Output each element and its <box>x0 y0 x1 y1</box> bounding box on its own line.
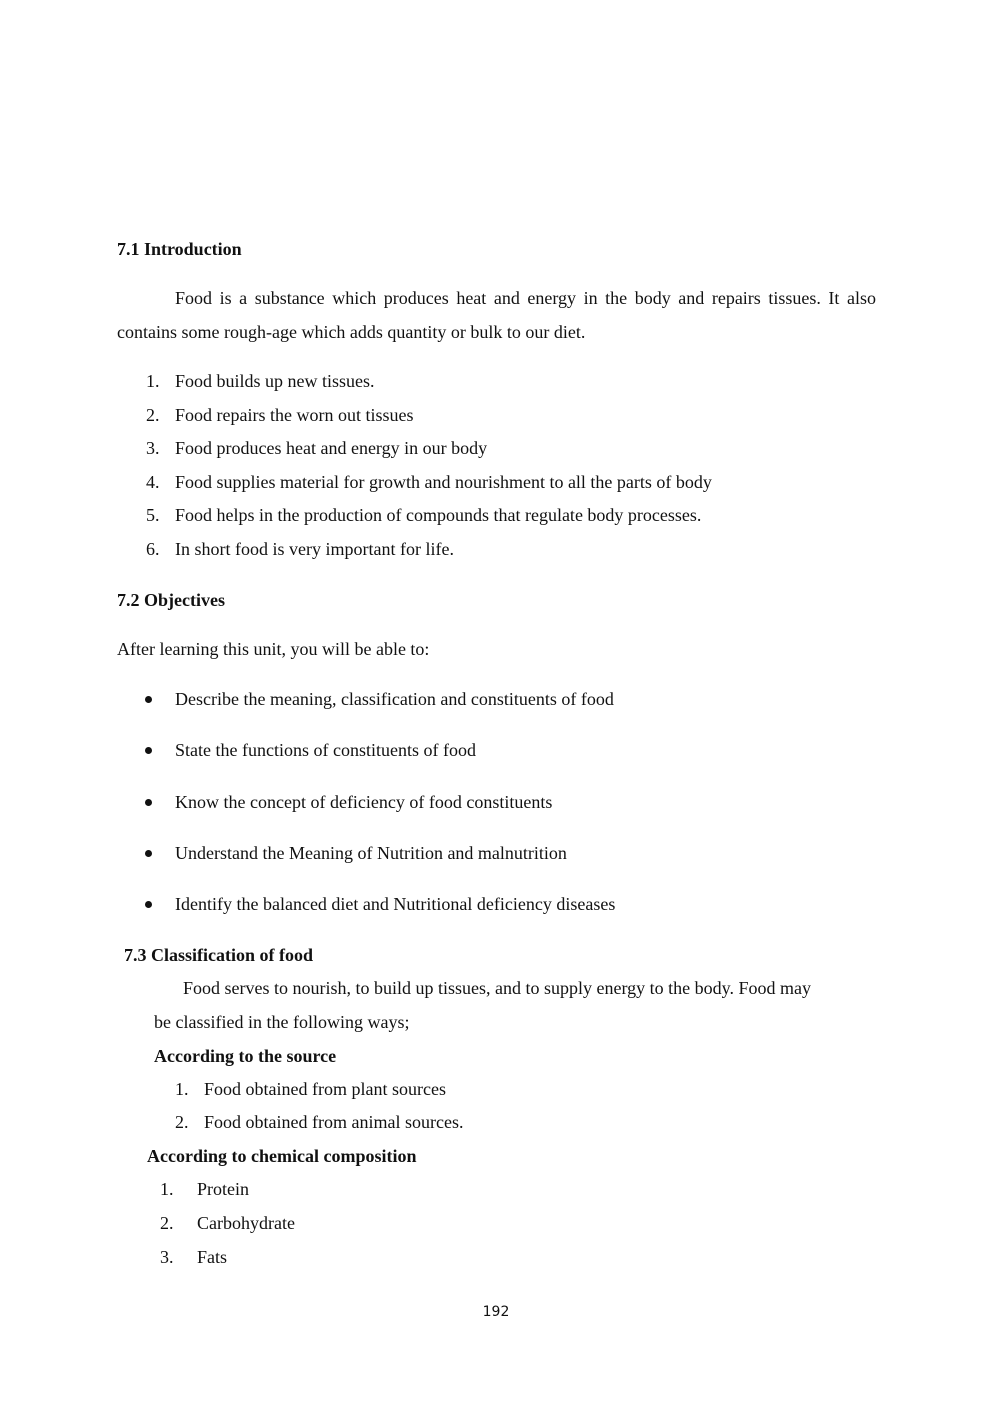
list-item-text: Food obtained from animal sources. <box>204 1112 464 1132</box>
list-item-text: Protein <box>197 1179 249 1199</box>
list-item-number: 2. <box>175 1112 189 1132</box>
list-item-text: Carbohydrate <box>197 1213 295 1233</box>
list-item-number: 1. <box>175 1079 189 1099</box>
objective-item: Know the concept of deficiency of food constituents <box>175 791 553 812</box>
bullet-icon <box>145 850 152 857</box>
list-item-text: Food repairs the worn out tissues <box>175 404 414 425</box>
list-item-number: 2. <box>160 1213 174 1233</box>
objective-item: Describe the meaning, classification and constituents of food <box>175 689 614 709</box>
heading-according-to-source: According to the source <box>154 1046 337 1066</box>
list-item-text: Fats <box>197 1247 228 1267</box>
list-item-number: 6. <box>146 538 160 559</box>
list-item-number: 1. <box>160 1179 174 1199</box>
bullet-icon <box>145 747 152 754</box>
bullet-icon <box>145 696 152 703</box>
classification-paragraph-line2: be classified in the following ways; <box>154 1012 410 1032</box>
list-item-text: Food helps in the production of compounds that regulate body processes. <box>175 505 702 525</box>
classification-paragraph-line1: Food serves to nourish, to build up tissues, and to supply energy to the body. Food may <box>183 978 811 998</box>
objective-item: Identify the balanced diet and Nutritional deficiency diseases <box>175 894 616 915</box>
objective-item: Understand the Meaning of Nutrition and malnutrition <box>175 842 567 863</box>
list-item-number: 5. <box>146 505 160 525</box>
heading-introduction: 7.1 Introduction <box>117 239 242 259</box>
list-item-text: In short food is very important for life. <box>175 538 454 559</box>
heading-according-to-chemical-composition: According to chemical composition <box>147 1146 417 1166</box>
list-item-text: Food produces heat and energy in our body <box>175 438 488 458</box>
list-item-number: 3. <box>160 1247 174 1267</box>
list-item-number: 1. <box>146 371 160 391</box>
heading-objectives: 7.2 Objectives <box>117 590 225 610</box>
list-item-number: 4. <box>146 471 160 492</box>
list-item-number: 3. <box>146 438 160 458</box>
list-item-text: Food obtained from plant sources <box>204 1079 446 1099</box>
list-item-text: Food supplies material for growth and nourishment to all the parts of body <box>175 471 712 492</box>
intro-paragraph: Food is a substance which produces heat and energy in the body and repairs tissues. It also contains some rough-age which adds quantity or bulk to our diet. <box>117 288 876 342</box>
list-item-text: Food builds up new tissues. <box>175 371 375 391</box>
objectives-lead: After learning this unit, you will be able to: <box>117 639 430 659</box>
objective-item: State the functions of constituents of food <box>175 740 476 761</box>
bullet-icon <box>145 799 152 806</box>
bullet-icon <box>145 901 152 908</box>
list-item-number: 2. <box>146 404 160 425</box>
heading-classification: 7.3 Classification of food <box>124 945 313 965</box>
page-number: 192 <box>482 1304 510 1320</box>
